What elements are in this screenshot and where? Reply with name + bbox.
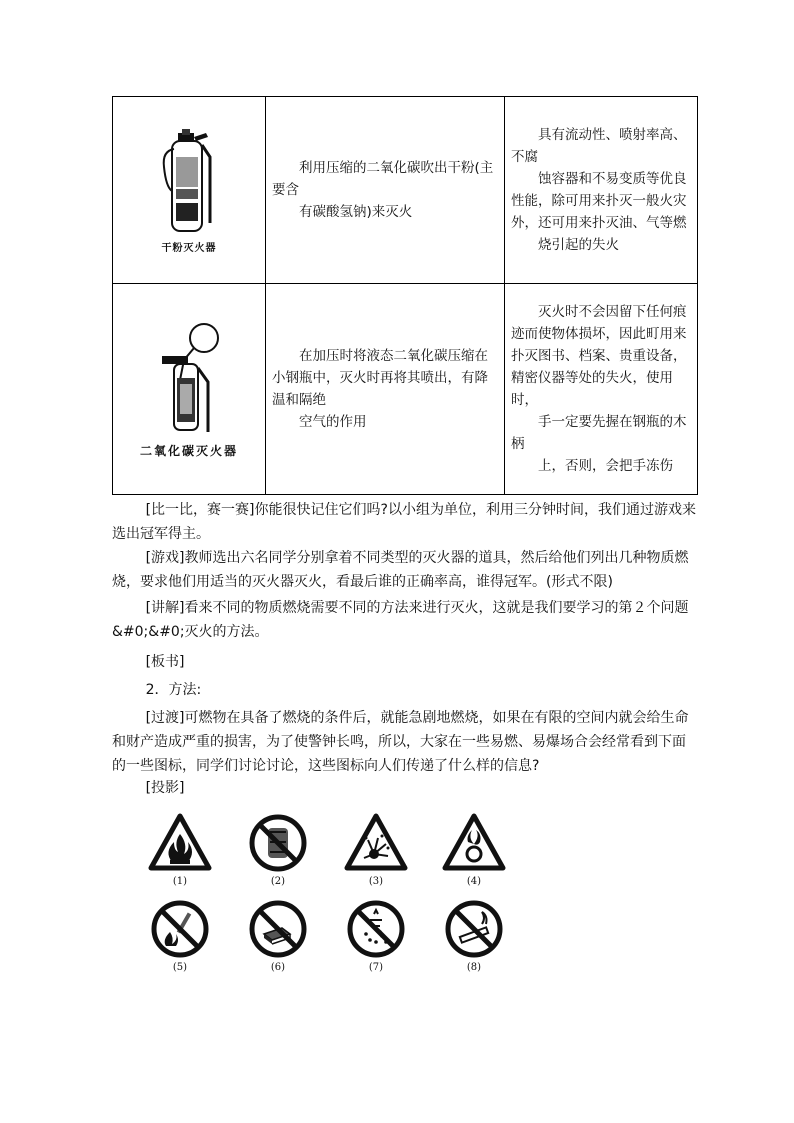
no-matches-icon <box>246 898 310 960</box>
application-text: 具有流动性、喷射率高、不腐 <box>511 127 687 165</box>
sign-item <box>140 898 220 973</box>
no-open-flame-icon <box>148 898 212 960</box>
paragraph-explanation: [讲解]看来不同的物质燃烧需要不同的方法来进行灭火，这就是我们要学习的第２个问题&#0;&#0;灭火的方法。 <box>112 600 689 640</box>
principle-text: 有碳酸氢钠)来灭火 <box>299 204 413 220</box>
principle-text: 利用压缩的二氧化碳吹出干粉(主要含 <box>272 160 494 198</box>
principle-text: 空气的作用 <box>299 414 367 430</box>
paragraph-board-note: [板书] <box>145 654 185 670</box>
sign-label: (4) <box>466 876 482 887</box>
application-cell <box>505 284 698 495</box>
dry-powder-extinguisher-icon <box>154 127 224 237</box>
safety-signs-grid <box>140 812 520 992</box>
paragraph-game: [游戏]教师选出六名同学分别拿着不同类型的灭火器的道具，然后给他们列出几种物质燃烧，要求他们用适当的灭火器灭火，看最后谁的正确率高，谁得冠军。(形式不限) <box>112 550 689 590</box>
sign-label: (1) <box>172 876 188 887</box>
sign-item <box>336 812 416 887</box>
application-text: 灭火时不会因留下任何痕迹而使物体损坏，因此町用来扑灭图书、档案、贵重设备，精密仪器等处的失火，使用时， <box>511 304 687 408</box>
application-text: 烧引起的失火 <box>538 237 619 253</box>
sign-label: (3) <box>368 876 384 887</box>
sign-label: (7) <box>368 962 384 973</box>
no-smoking-icon <box>442 898 506 960</box>
application-text: 手一定要先握在钢瓶的木柄 <box>511 414 687 452</box>
sign-item <box>434 812 514 887</box>
sign-label: (8) <box>466 962 482 973</box>
principle-text: 在加压时将液态二氧化碳压缩在小钢瓶中，灭火时再将其喷出，有降温和隔绝 <box>272 348 488 408</box>
principle-cell <box>266 284 505 495</box>
sign-item <box>434 898 514 973</box>
sign-label: (5) <box>172 962 188 973</box>
no-burning-barrel-icon <box>246 812 310 874</box>
image-caption: 二氧化碳灭火器 <box>139 443 238 458</box>
no-fireworks-icon <box>344 898 408 960</box>
explosive-warning-icon <box>344 812 408 874</box>
sign-label: (2) <box>270 876 286 887</box>
sign-item <box>238 812 318 887</box>
paragraph-transition: [过渡]可燃物在具备了燃烧的条件后，就能急剧地燃烧，如果在有限的空间内就会给生命和财产造成严重的损害，为了使警钟长鸣，所以，大家在一些易燃、易爆场合会经常看到下面的一些图标，同学们讨论讨论，这些图标向人们传递了什么样的信息? <box>112 710 689 774</box>
principle-cell <box>266 97 505 284</box>
image-cell <box>113 97 266 284</box>
table-row <box>113 97 698 284</box>
paragraph-competition: [比一比，赛一赛]你能很快记住它们吗?以小组为单位，利用三分钟时间，我们通过游戏来选出冠军得主。 <box>112 502 696 542</box>
paragraph-projection: [投影] <box>145 780 185 796</box>
application-text: 上，否则，会把手冻伤 <box>538 458 673 474</box>
extinguisher-table <box>112 96 698 495</box>
sign-item <box>336 898 416 973</box>
sign-label: (6) <box>270 962 286 973</box>
flammable-warning-icon <box>148 812 212 874</box>
paragraph-method-heading: 2．方法: <box>145 682 202 698</box>
image-caption: 干粉灭火器 <box>161 242 217 254</box>
oxidizer-warning-icon <box>442 812 506 874</box>
application-cell <box>505 97 698 284</box>
table-row <box>113 284 698 495</box>
sign-item <box>238 898 318 973</box>
co2-extinguisher-icon <box>154 320 224 438</box>
image-cell <box>113 284 266 495</box>
application-text: 蚀容器和不易变质等优良性能，除可用来扑灭一般火灾外，还可用来扑灭油、气等燃 <box>511 171 687 231</box>
sign-item <box>140 812 220 887</box>
